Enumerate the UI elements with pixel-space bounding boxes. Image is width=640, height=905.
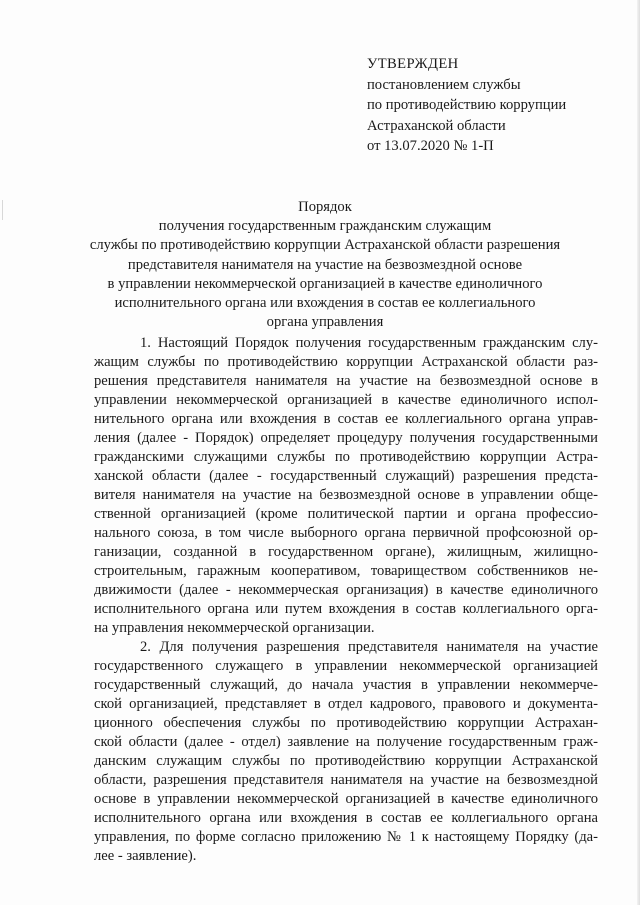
paragraph-line: гражданскими служащими службы по противодействию коррупции Астра- — [94, 449, 598, 465]
paragraph-line: ления (далее - Порядок) определяет процедуру получения государственными — [94, 430, 598, 446]
paragraph-line: лее - заявление). — [94, 848, 197, 864]
paragraph-line: ханской области (далее - государственный служащий) разрешения предста- — [94, 468, 598, 484]
paragraph-line: области, разрешения представителя нанимателя на участие на безвозмездной — [94, 772, 598, 788]
paragraph-line: 2. Для получения разрешения представителя нанимателя на участие — [140, 639, 598, 655]
paragraph-line: государственный служащий, до начала участия в управлении некоммерче- — [94, 677, 598, 693]
title-line: получения государственным гражданским служащим — [158, 218, 492, 235]
paragraph-line: на управления некоммерческой организации. — [94, 620, 375, 636]
paragraph-line: исполнительного органа или вхождения в состав ее коллегиального органа — [94, 810, 598, 826]
paragraph-line: решения представителя нанимателя на участие на безвозмездной основе в — [94, 373, 598, 389]
approval-line: от 13.07.2020 № 1-П — [367, 138, 494, 154]
approval-heading: УТВЕРЖДЕН — [367, 56, 459, 72]
paragraph-line: данским служащим службы по противодействию коррупции Астраханской — [94, 753, 598, 769]
paragraph-line: ганизации, созданной в государственном органе), жилищным, жилищно- — [94, 544, 598, 560]
paragraph-line: государственного служащего в управлении некоммерческой организацией — [94, 658, 598, 674]
paragraph-line: управления, по форме согласно приложению № 1 к настоящему Порядку (да- — [94, 829, 598, 845]
paragraph-line: ственной организацией (кроме политической партии и органа профессио- — [94, 506, 598, 522]
title-line: органа управления — [266, 314, 384, 331]
scan-mark — [2, 200, 3, 220]
title-line: представителя нанимателя на участие на безвозмездной основе — [127, 256, 523, 273]
document-title — [60, 198, 590, 332]
title-line: исполнительного органа или вхождения в состав ее коллегиального — [114, 295, 536, 312]
paragraph-line: управлении некоммерческой организацией в качестве единоличного испол- — [94, 392, 598, 408]
paragraph-line: жащим службы по противодействию коррупции Астраханской области раз- — [94, 354, 598, 370]
paragraph-line: нального союза, в том числе выборного органа первичной профсоюзной ор- — [94, 525, 598, 541]
paragraph-line: исполнительного органа или путем вхождения в состав коллегиального орга- — [94, 601, 598, 617]
title-line: в управлении некоммерческой организацией в качестве единоличного — [107, 275, 543, 292]
paragraph-line: основе в управлении некоммерческой организацией в качестве единоличного — [94, 791, 598, 807]
paragraph-line: ской области (далее - отдел) заявление на получение государственным граж- — [94, 734, 598, 750]
paragraph-line: ской организацией, представляет в отдел кадрового, правового и документа- — [94, 696, 598, 712]
approval-block — [367, 54, 617, 157]
document-body — [94, 334, 598, 866]
paragraph-line: ционного обеспечения службы по противодействию коррупции Астрахан- — [94, 715, 598, 731]
paragraph-line: движимости (далее - некоммерческая организация) в качестве единоличного — [94, 582, 598, 598]
approval-line: постановлением службы — [367, 76, 521, 93]
approval-line: по противодействию коррупции — [367, 97, 567, 113]
paragraph — [94, 638, 598, 866]
paragraph — [94, 334, 598, 638]
paragraph-line: строительным, гаражным кооперативом, товариществом собственников не- — [94, 563, 598, 579]
paragraph-line: 1. Настоящий Порядок получения государственным гражданским слу- — [140, 335, 598, 351]
paragraph-line: вителя нанимателя на участие на безвозмездной основе в управлении обще- — [94, 487, 598, 503]
title-line: Порядок — [298, 199, 352, 215]
approval-line: Астраханской области — [367, 117, 506, 134]
title-line: службы по противодействию коррупции Астраханской области разрешения — [89, 237, 561, 254]
paragraph-line: нительного органа или вхождения в состав ее коллегиального органа управ- — [94, 411, 598, 427]
